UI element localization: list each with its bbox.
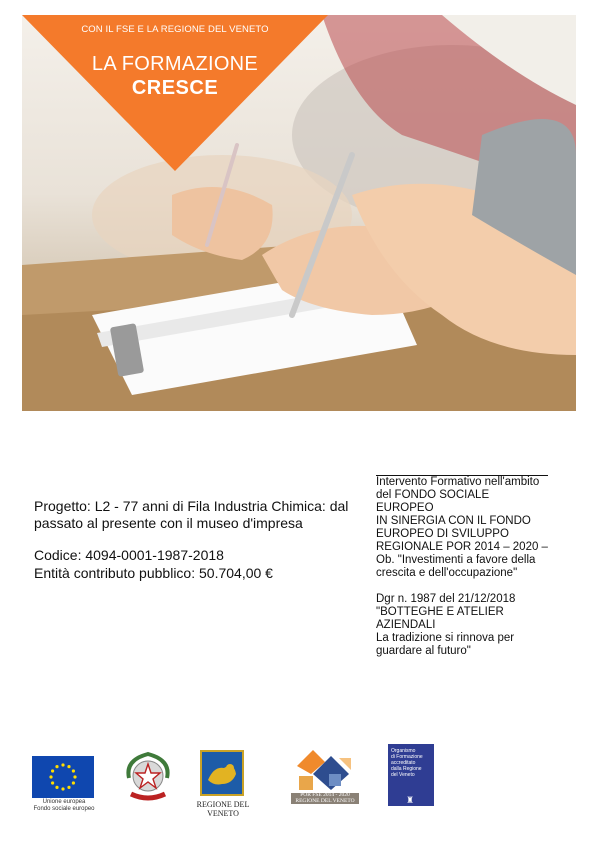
badge-line: dalla Regione bbox=[391, 766, 422, 772]
funding-line: IN SINERGIA CON IL FONDO bbox=[376, 515, 531, 527]
banner bbox=[22, 15, 328, 171]
banner-title-emphasis: CRESCE bbox=[131, 77, 219, 99]
badge-line: Organismo bbox=[391, 748, 416, 754]
project-info bbox=[34, 498, 354, 582]
por-caption-line: POR FSE 2014 - 2020 bbox=[300, 792, 350, 798]
veneto-caption: REGIONE DEL VENETO bbox=[196, 800, 250, 818]
eu-flag-logo bbox=[32, 756, 94, 798]
por-fse-geometric-icon bbox=[291, 744, 359, 794]
banner-subtitle: CON IL FSE E LA REGIONE DEL VENETO bbox=[81, 24, 269, 35]
eu-caption bbox=[30, 799, 98, 813]
veneto-region-logo bbox=[200, 750, 244, 796]
lion-icon bbox=[200, 750, 244, 796]
badge-line: di Formazione bbox=[391, 754, 423, 760]
funding-line: EUROPEO DI SVILUPPO bbox=[376, 528, 509, 540]
project-contribution: Entità contributo pubblico: 50.704,00 € bbox=[34, 565, 273, 581]
italian-republic-emblem-icon bbox=[121, 748, 175, 806]
dgr-line: "BOTTEGHE E ATELIER bbox=[376, 606, 504, 618]
funding-line: Ob. "Investimenti a favore della bbox=[376, 554, 536, 566]
por-fse-logo bbox=[291, 744, 359, 794]
funding-line: REGIONALE POR 2014 – 2020 – bbox=[376, 541, 548, 553]
funding-info bbox=[376, 476, 548, 658]
por-caption bbox=[291, 793, 359, 804]
accredited-organization-badge bbox=[388, 744, 434, 806]
dgr-line: guardare al futuro" bbox=[376, 645, 471, 657]
funding-line: del FONDO SOCIALE EUROPEO bbox=[376, 489, 490, 514]
eu-caption-line: Unione europea bbox=[42, 799, 86, 805]
banner-title: LA FORMAZIONE bbox=[91, 53, 259, 75]
lion-icon: ♜ bbox=[406, 795, 415, 805]
dgr-line: AZIENDALI bbox=[376, 619, 436, 631]
project-code: Codice: 4094-0001-1987-2018 bbox=[34, 547, 224, 563]
funding-line: Intervento Formativo nell'ambito bbox=[376, 476, 540, 488]
project-title: Progetto: L2 - 77 anni di Fila Industria Chimica: dal passato al presente con il museo d'impresa bbox=[34, 498, 349, 531]
dgr-line: Dgr n. 1987 del 21/12/2018 bbox=[376, 593, 516, 605]
funding-line: crescita e dell'occupazione" bbox=[376, 567, 518, 579]
eu-stars-icon bbox=[32, 756, 94, 798]
dgr-line: La tradizione si rinnova per bbox=[376, 632, 515, 644]
eu-caption-line: Fondo sociale europeo bbox=[33, 806, 95, 812]
por-caption-line: REGIONE DEL VENETO bbox=[295, 797, 355, 804]
badge-line: del Veneto bbox=[391, 772, 415, 778]
badge-line: accreditato bbox=[391, 760, 416, 766]
divider bbox=[376, 475, 548, 476]
